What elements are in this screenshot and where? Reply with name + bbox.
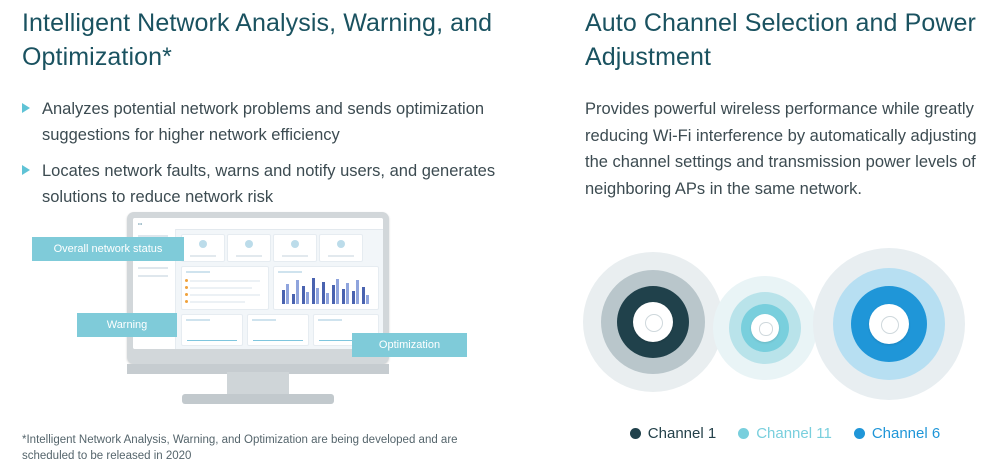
legend-label: Channel 6 (871, 425, 941, 442)
right-paragraph: Provides powerful wireless performance while greatly reducing Wi-Fi interference by automatically adjusting the channel settings and transmission power levels of neighboring APs in the same network. (585, 100, 977, 198)
channel-rings-illustration (585, 240, 985, 400)
list-item-label: Analyzes potential network problems and sends optimization suggestions for higher network efficiency (42, 100, 485, 144)
dashboard-panel (181, 314, 243, 346)
legend-label: Channel 1 (647, 425, 717, 442)
legend-item-channel-1 (630, 425, 716, 442)
legend-item-channel-11 (738, 425, 832, 442)
left-bullet-list (22, 96, 552, 210)
monitor-stand-neck (227, 372, 289, 396)
left-column (22, 0, 552, 462)
arrow-bullet-icon (22, 103, 30, 113)
legend-dot-icon (854, 428, 865, 439)
callout-overall-network-status: Overall network status (32, 237, 184, 261)
access-point-1 (633, 302, 673, 342)
right-column (585, 0, 985, 442)
footnote: *Intelligent Network Analysis, Warning, and Optimization are being developed and are scheduled to be released in 2020 (22, 434, 458, 462)
dashboard-bar-chart (273, 266, 379, 310)
left-page-title: Intelligent Network Analysis, Warning, and Optimization* (22, 9, 493, 71)
dashboard-alerts-panel (181, 266, 269, 310)
legend-dot-icon (738, 428, 749, 439)
legend-dot-icon (630, 428, 641, 439)
access-point-2 (751, 314, 779, 342)
legend-item-channel-6 (854, 425, 940, 442)
monitor-illustration (22, 200, 552, 410)
callout-optimization: Optimization (352, 333, 467, 357)
dashboard-panel (247, 314, 309, 346)
legend-label: Channel 11 (756, 425, 832, 442)
dashboard-logo: ••• (138, 221, 143, 226)
list-item-label: Locates network faults, warns and notify users, and generates solutions to reduce network risk (42, 162, 496, 206)
list-item (22, 96, 552, 148)
callout-warning: Warning (77, 313, 177, 337)
channel-legend (585, 425, 985, 442)
right-page-title: Auto Channel Selection and Power Adjustment (585, 9, 976, 71)
monitor-frame (127, 212, 389, 364)
access-point-3 (869, 304, 909, 344)
arrow-bullet-icon (22, 165, 30, 175)
monitor-stand-base (182, 394, 334, 404)
